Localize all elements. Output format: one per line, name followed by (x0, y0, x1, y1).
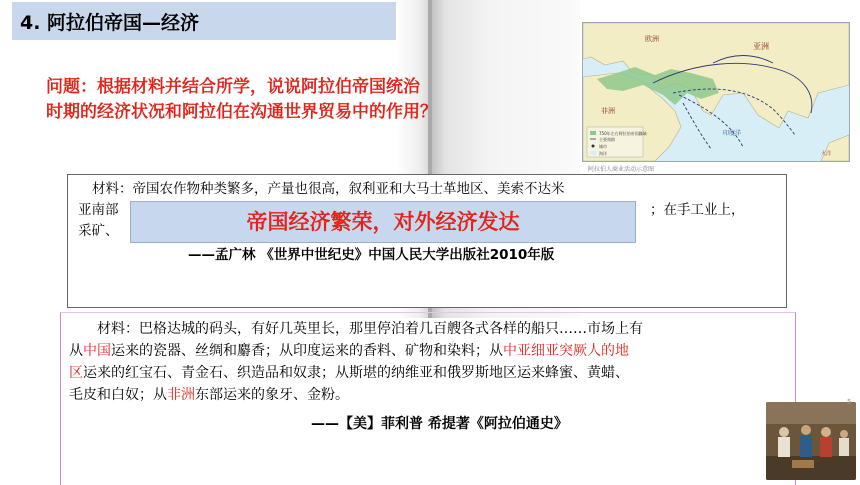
label-indian-ocean: 印度洋 (723, 130, 742, 137)
material-2-line-4 (69, 384, 791, 406)
question-line-1: 问题：根据材料并结合所学，说说阿拉伯帝国统治 (46, 77, 420, 97)
page-title: 4. 阿拉伯帝国—经济 (20, 12, 200, 34)
market-scene-graphic (766, 402, 856, 480)
material-2-text (69, 318, 791, 406)
material-2-box (60, 312, 796, 485)
market-scene-image (766, 402, 856, 480)
highlight-china: 中国 (83, 343, 111, 359)
material-2-line-4-end: 东部运来的象牙、金粉。 (195, 387, 349, 403)
material-1-line-2-start: 亚南部 (78, 202, 119, 218)
label-sea: 大洋 (821, 151, 832, 157)
legend-route: 主要商路 (599, 137, 615, 142)
map-caption: 阿拉伯人商业活动示意图 (588, 166, 655, 173)
legend-sea: 海洋 (599, 151, 607, 156)
material-2-line-2 (69, 340, 791, 362)
material-2-line-1-text: 材料：巴格达城的码头，有好几英里长，那里停泊着几百艘各式各样的船只……市场上有 (97, 321, 643, 337)
legend-territory: 750年左右阿拉伯帝国疆域 (599, 131, 647, 136)
highlight-region: 区 (69, 365, 83, 381)
material-1-line-2-end: ；在手工业上， (650, 202, 745, 218)
material-2-line-3 (69, 362, 791, 384)
label-africa: 非洲 (601, 107, 615, 115)
material-1-line-1: 材料：帝国农作物种类繁多，产量也很高，叙利亚和大马士革地区、美索不达米 (92, 181, 565, 197)
material-2-line-1 (69, 318, 791, 340)
answer-overlay: 帝国经济繁荣，对外经济发达 (130, 201, 636, 243)
title-bar (12, 2, 396, 40)
map-graphic (583, 23, 849, 161)
material-1-line-3: 采矿、 (78, 223, 119, 239)
material-2-line-3-b: 运来的红宝石、青金石、织造品和奴隶；从斯堪的纳维亚和俄罗斯地区运来蜂蜜、黄蜡、 (83, 365, 629, 381)
page-number: 5 (847, 398, 852, 406)
highlight-central-asia: 中亚细亚突厥人的地 (503, 343, 629, 359)
material-2-line-2-c: 运来的瓷器、丝绸和麝香；从印度运来的香料、矿物和染料；从 (111, 343, 503, 359)
question-line-2: 时期的经济状况和阿拉伯在沟通世界贸易中的作用？ (46, 102, 437, 122)
material-2-line-4-a: 毛皮和白奴；从 (69, 387, 167, 403)
label-europe: 欧洲 (645, 35, 659, 43)
material-2-line-2-a: 从 (69, 343, 83, 359)
material-2-source: ——【美】菲利普 希提著《阿拉伯通史》 (311, 416, 568, 432)
material-1-source: ——孟广林 《世界中世纪史》中国人民大学出版社2010年版 (188, 247, 555, 263)
question-text (46, 75, 586, 125)
label-asia: 亚洲 (753, 42, 769, 51)
legend-city: 城市 (599, 144, 607, 149)
australia-land (821, 135, 849, 161)
highlight-africa: 非洲 (167, 387, 195, 403)
trade-map (582, 22, 850, 162)
